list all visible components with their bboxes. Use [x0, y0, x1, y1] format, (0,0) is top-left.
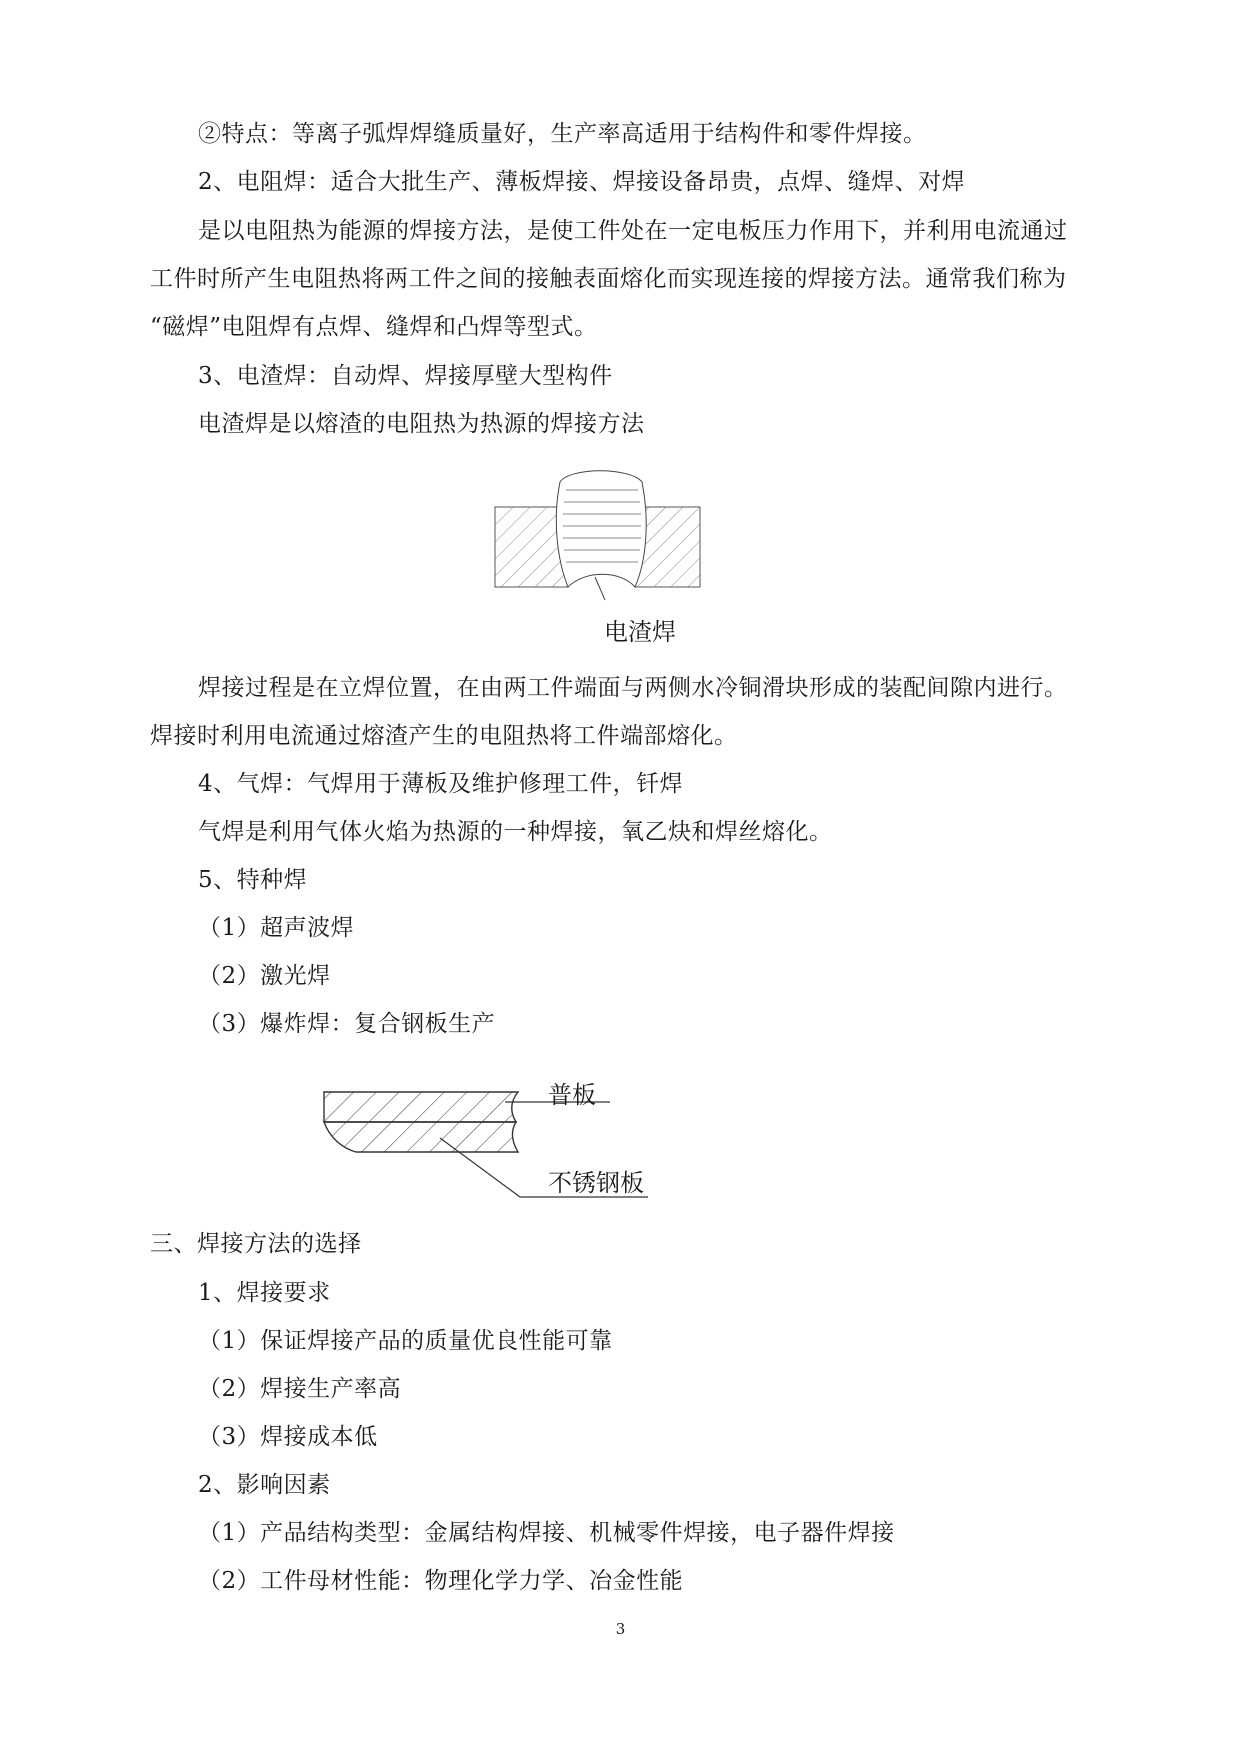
paragraph-line: 工件时所产生电阻热将两工件之间的接触表面熔化而实现连接的焊接方法。通常我们称为 [150, 266, 1067, 292]
paragraph-line: 1、焊接要求 [198, 1280, 331, 1306]
figure-label: 普板 [548, 1081, 596, 1109]
paragraph-line: （2）焊接生产率高 [198, 1376, 402, 1402]
paragraph-line: 2、电阻焊：适合大批生产、薄板焊接、焊接设备昂贵，点焊、缝焊、对焊 [198, 169, 966, 195]
paragraph-line: （2）工件母材性能：物理化学力学、冶金性能 [198, 1568, 684, 1594]
paragraph-line: 5、特种焊 [198, 867, 308, 893]
paragraph-line: 气焊是利用气体火焰为热源的一种焊接，氧乙炔和焊丝熔化。 [198, 819, 833, 845]
paragraph-line: 电渣焊是以熔渣的电阻热为热源的焊接方法 [198, 411, 645, 437]
paragraph-line: 2、影响因素 [198, 1472, 331, 1498]
paragraph-line: ②特点：等离子弧焊焊缝质量好，生产率高适用于结构件和零件焊接。 [198, 121, 927, 147]
figure-label: 电渣焊 [604, 618, 676, 646]
paragraph-line: 焊接过程是在立焊位置，在由两工件端面与两侧水冷铜滑块形成的装配间隙内进行。 [198, 675, 1068, 701]
paragraph-line: （3）爆炸焊：复合钢板生产 [198, 1011, 496, 1037]
paragraph-line: （2）激光焊 [198, 963, 331, 989]
paragraph-line: （1）超声波焊 [198, 915, 355, 941]
paragraph-line: 是以电阻热为能源的焊接方法，是使工件处在一定电板压力作用下，并利用电流通过 [198, 218, 1068, 244]
electroslag-weld-diagram [490, 462, 710, 602]
paragraph-line: （1）产品结构类型：金属结构焊接、机械零件焊接，电子器件焊接 [198, 1520, 895, 1546]
paragraph-line: （3）焊接成本低 [198, 1424, 378, 1450]
paragraph-line: 焊接时利用电流通过熔渣产生的电阻热将工件端部熔化。 [150, 723, 738, 749]
figure-label: 不锈钢板 [548, 1169, 644, 1197]
paragraph-line: “磁焊”电阻焊有点焊、缝焊和凸焊等型式。 [150, 314, 598, 340]
page-number: 3 [615, 1620, 626, 1638]
paragraph-line: 4、气焊：气焊用于薄板及维护修理工件，钎焊 [198, 771, 684, 797]
paragraph-line: （1）保证焊接产品的质量优良性能可靠 [198, 1328, 613, 1354]
section-heading: 三、焊接方法的选择 [150, 1231, 362, 1257]
paragraph-line: 3、电渣焊：自动焊、焊接厚壁大型构件 [198, 363, 613, 389]
